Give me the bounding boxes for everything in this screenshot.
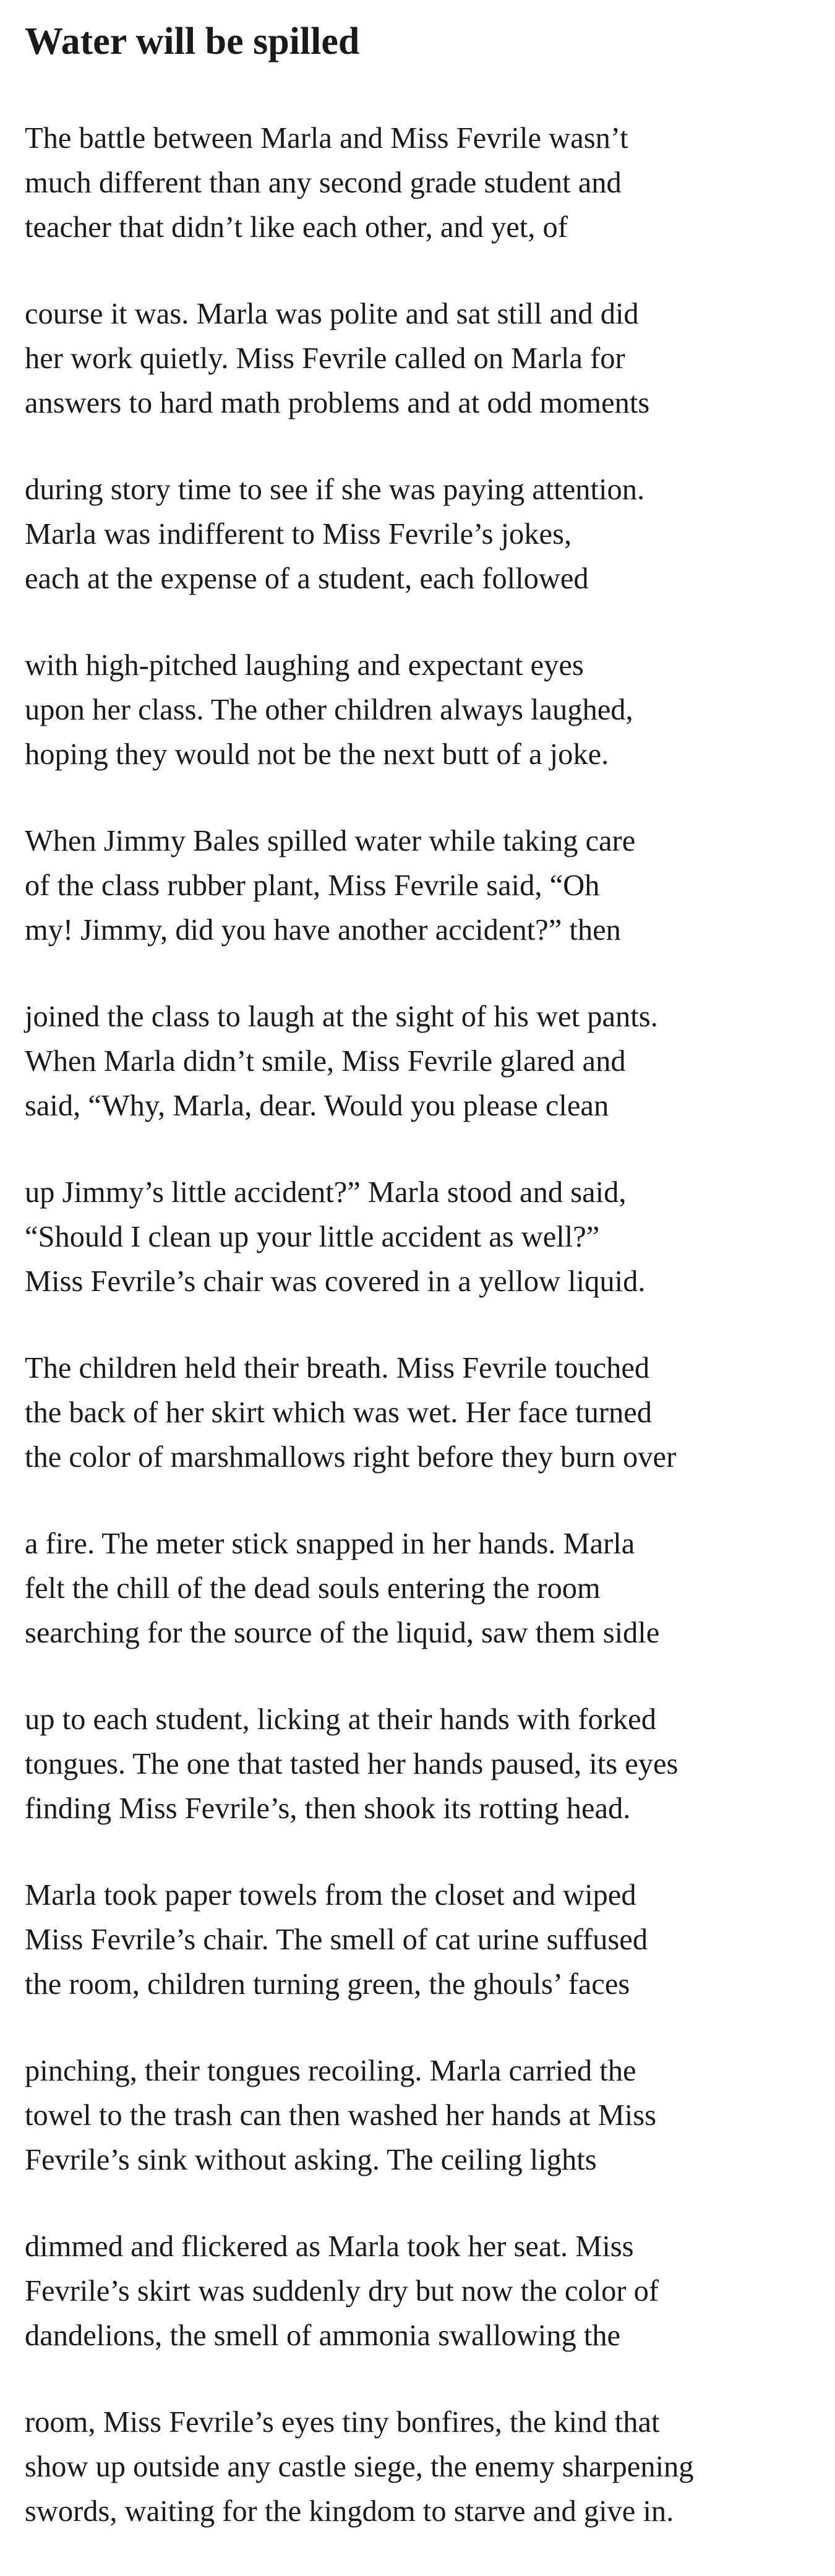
poem-line: hoping they would not be the next butt of a joke.	[25, 738, 609, 771]
poem-line: much different than any second grade student and	[25, 166, 622, 199]
poem-line: room, Miss Fevrile’s eyes tiny bonfires, the kind that	[25, 2406, 660, 2439]
stanza-4	[25, 643, 823, 819]
poem-line: Marla took paper towels from the closet and wiped	[25, 1879, 636, 1912]
stanza-5	[25, 819, 823, 995]
stanza-12	[25, 2049, 823, 2225]
poem-line: with high-pitched laughing and expectant eyes	[25, 649, 584, 682]
poem-line: finding Miss Fevrile’s, then shook its rotting head.	[25, 1792, 631, 1825]
stanza-14	[25, 2400, 823, 2576]
poem-line: joined the class to laugh at the sight of his wet pants.	[25, 1000, 658, 1033]
poem-line: a fire. The meter stick snapped in her hands. Marla	[25, 1527, 635, 1560]
stanza-8	[25, 1346, 823, 1522]
stanza-1	[25, 116, 823, 292]
poem-line: answers to hard math problems and at odd moments	[25, 387, 650, 419]
poem-line: pinching, their tongues recoiling. Marla carried the	[25, 2054, 636, 2087]
poem-line: towel to the trash can then washed her hands at Miss	[25, 2099, 656, 2132]
poem-line: the back of her skirt which was wet. Her face turned	[25, 1396, 653, 1429]
poem-line: Fevrile’s skirt was suddenly dry but now the color of	[25, 2275, 659, 2308]
poem-line: dimmed and flickered as Marla took her seat. Miss	[25, 2230, 634, 2263]
poem-line: up to each student, licking at their hands with forked	[25, 1703, 656, 1736]
poem-line: the room, children turning green, the ghouls’ faces	[25, 1968, 630, 2001]
poem-line: The battle between Marla and Miss Fevrile wasn’t	[25, 122, 628, 155]
poem-line: Miss Fevrile’s chair. The smell of cat urine suffused	[25, 1923, 648, 1956]
poem-line: swords, waiting for the kingdom to starve and give in.	[25, 2495, 674, 2528]
stanza-11	[25, 1873, 823, 2049]
poem-line: her work quietly. Miss Fevrile called on Marla for	[25, 342, 625, 375]
poem-line: Miss Fevrile’s chair was covered in a yellow liquid.	[25, 1265, 646, 1298]
poem-line: “Should I clean up your little accident as well?”	[25, 1221, 600, 1253]
stanza-9	[25, 1522, 823, 1698]
poem-line: tongues. The one that tasted her hands paused, its eyes	[25, 1748, 679, 1780]
stanza-13	[25, 2225, 823, 2400]
poem-line: show up outside any castle siege, the enemy sharpening	[25, 2450, 694, 2483]
poem-line: felt the chill of the dead souls entering the room	[25, 1572, 601, 1605]
stanza-6	[25, 995, 823, 1170]
poem-line: said, “Why, Marla, dear. Would you please clean	[25, 1089, 609, 1122]
poem-title: Water will be spilled	[25, 20, 360, 62]
poem-line: Fevrile’s sink without asking. The ceiling lights	[25, 2144, 597, 2176]
poem-line: The children held their breath. Miss Fevrile touched	[25, 1352, 650, 1385]
poem-line: searching for the source of the liquid, saw them sidle	[25, 1616, 660, 1649]
poem-line: course it was. Marla was polite and sat still and did	[25, 298, 639, 330]
poem-line: each at the expense of a student, each followed	[25, 562, 589, 595]
poem-line: up Jimmy’s little accident?” Marla stood and said,	[25, 1176, 627, 1209]
poem-line: of the class rubber plant, Miss Fevrile said, “Oh	[25, 869, 600, 902]
stanza-7	[25, 1170, 823, 1346]
poem-line: teacher that didn’t like each other, and yet, of	[25, 211, 568, 244]
poem-line: my! Jimmy, did you have another accident?” then	[25, 914, 621, 947]
stanza-10	[25, 1698, 823, 1873]
poem-line: When Jimmy Bales spilled water while taking care	[25, 825, 636, 857]
poem-line: during story time to see if she was paying attention.	[25, 473, 645, 506]
stanza-2	[25, 292, 823, 468]
poem-body	[25, 116, 823, 2576]
poem-line: When Marla didn’t smile, Miss Fevrile glared and	[25, 1045, 626, 1078]
poem-line: dandelions, the smell of ammonia swallowing the	[25, 2319, 621, 2352]
poem-line: upon her class. The other children always laughed,	[25, 693, 633, 726]
poem-line: Marla was indifferent to Miss Fevrile’s jokes,	[25, 518, 572, 551]
stanza-3	[25, 468, 823, 643]
poem-line: the color of marshmallows right before they burn over	[25, 1441, 677, 1474]
